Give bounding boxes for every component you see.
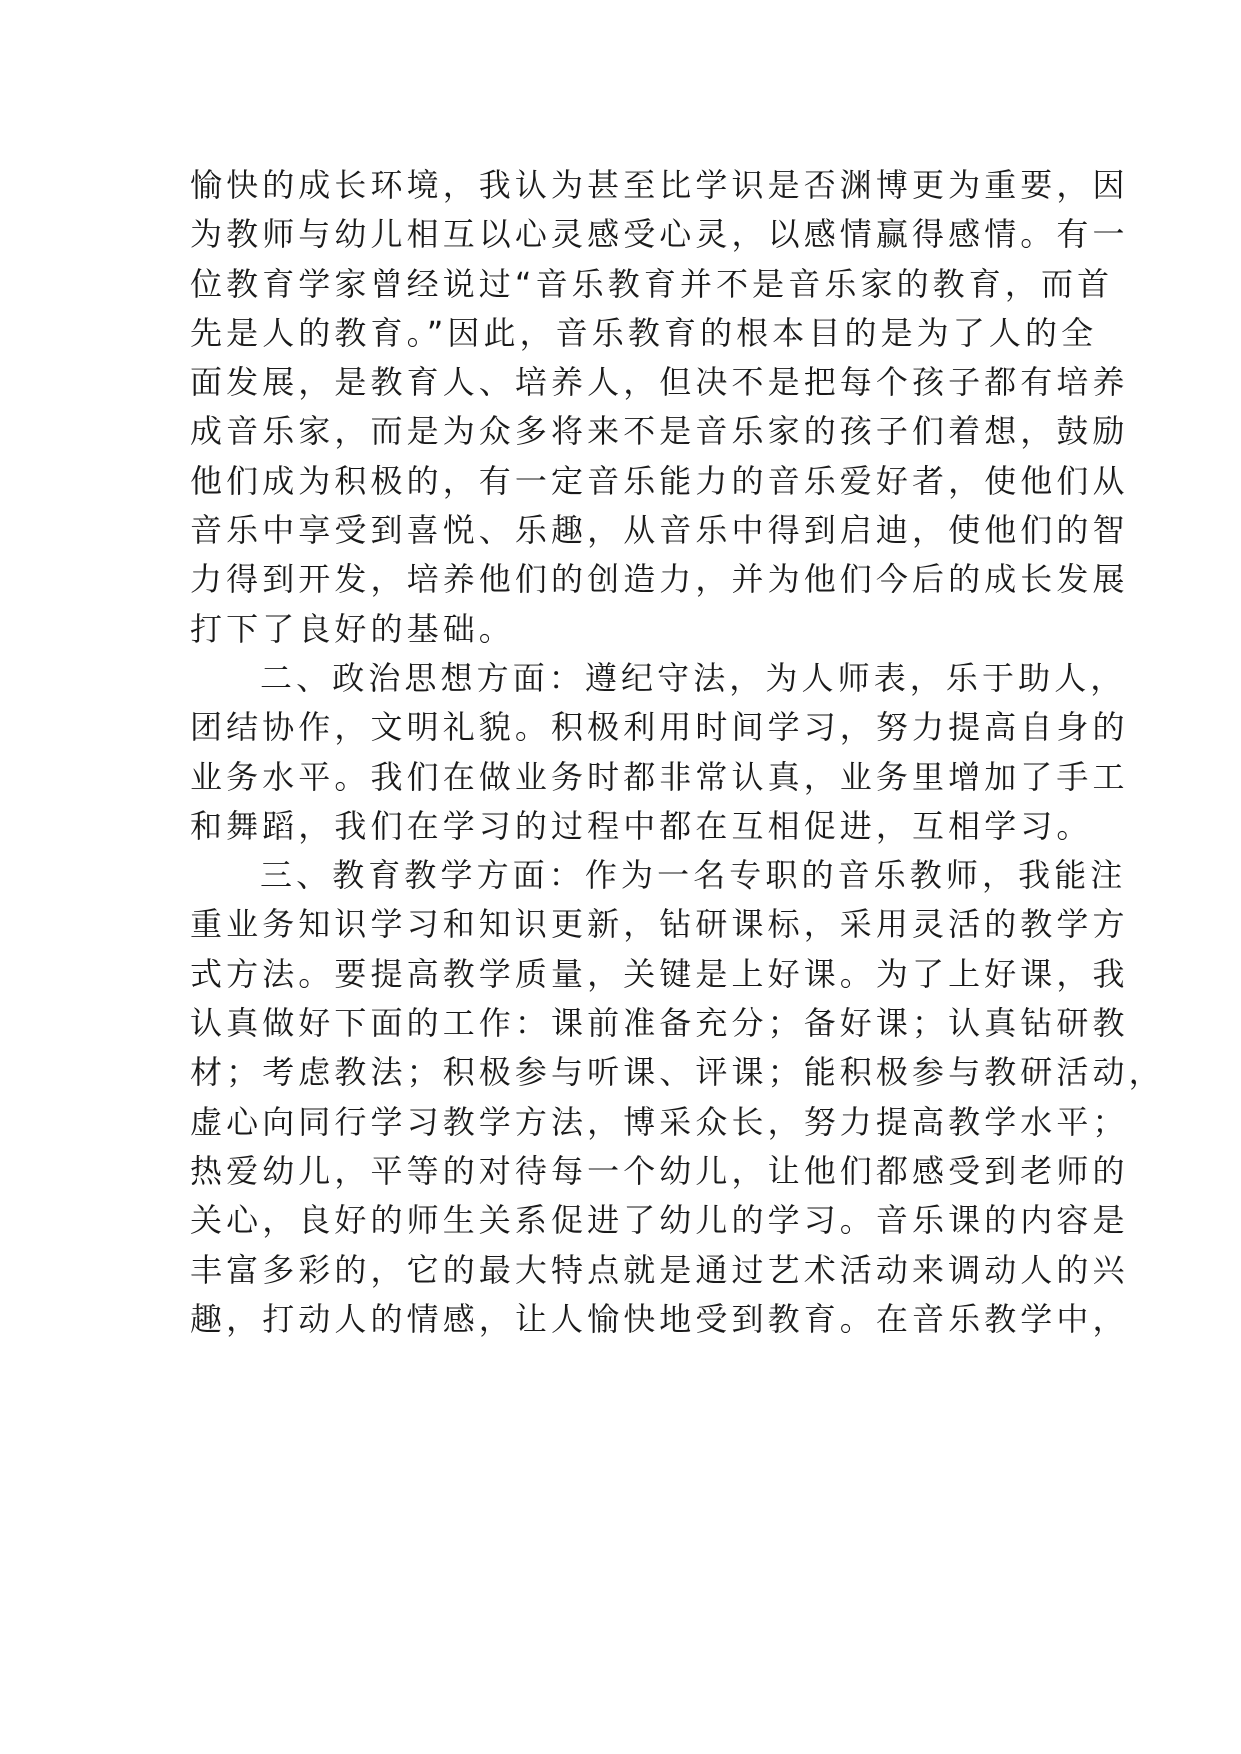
text-line: 关心，良好的师生关系促进了幼儿的学习。音乐课的内容是 (190, 1201, 1129, 1240)
text-line: 成音乐家，而是为众多将来不是音乐家的孩子们着想，鼓励 (190, 412, 1129, 451)
text-line: 和舞蹈，我们在学习的过程中都在互相促进，互相学习。 (190, 806, 1093, 845)
text-line: 力得到开发，培养他们的创造力，并为他们今后的成长发展 (190, 560, 1129, 599)
text-line: 团结协作，文明礼貌。积极利用时间学习，努力提高自身的 (190, 708, 1129, 747)
text-line: 虚心向同行学习教学方法，博采众长，努力提高教学水平； (190, 1102, 1129, 1141)
text-line: 重业务知识学习和知识更新，钻研课标，采用灵活的教学方 (190, 905, 1129, 944)
text-line: 打下了良好的基础。 (190, 609, 515, 648)
body-text (190, 161, 1165, 1344)
text-line: 三、教育教学方面：作为一名专职的音乐教师，我能注 (260, 856, 1127, 895)
text-line: 音乐中享受到喜悦、乐趣，从音乐中得到启迪，使他们的智 (190, 511, 1129, 550)
text-line: 丰富多彩的，它的最大特点就是通过艺术活动来调动人的兴 (190, 1250, 1129, 1289)
text-line: 他们成为积极的，有一定音乐能力的音乐爱好者，使他们从 (190, 461, 1129, 500)
text-line: 二、政治思想方面：遵纪守法，为人师表，乐于助人， (260, 658, 1127, 697)
text-line: 热爱幼儿，平等的对待每一个幼儿，让他们都感受到老师的 (190, 1151, 1129, 1190)
text-line: 面发展，是教育人、培养人，但决不是把每个孩子都有培养 (190, 363, 1129, 402)
text-line: 式方法。要提高教学质量，关键是上好课。为了上好课，我 (190, 954, 1129, 993)
text-line: 为教师与幼儿相互以心灵感受心灵，以感情赢得感情。有一 (190, 215, 1129, 254)
text-line: 先是人的教育。”因此，音乐教育的根本目的是为了人的全 (190, 313, 1098, 352)
text-line: 材；考虑教法；积极参与听课、评课；能积极参与教研活动， (190, 1053, 1165, 1092)
text-line: 业务水平。我们在做业务时都非常认真，业务里增加了手工 (190, 757, 1129, 796)
text-line: 愉快的成长环境，我认为甚至比学识是否渊博更为重要，因 (190, 166, 1129, 204)
text-line: 位教育学家曾经说过“音乐教育并不是音乐家的教育，而首 (190, 264, 1114, 303)
text-line: 趣，打动人的情感，让人愉快地受到教育。在音乐教学中， (190, 1299, 1129, 1338)
text-line: 认真做好下面的工作：课前准备充分；备好课；认真钻研教 (190, 1004, 1129, 1043)
